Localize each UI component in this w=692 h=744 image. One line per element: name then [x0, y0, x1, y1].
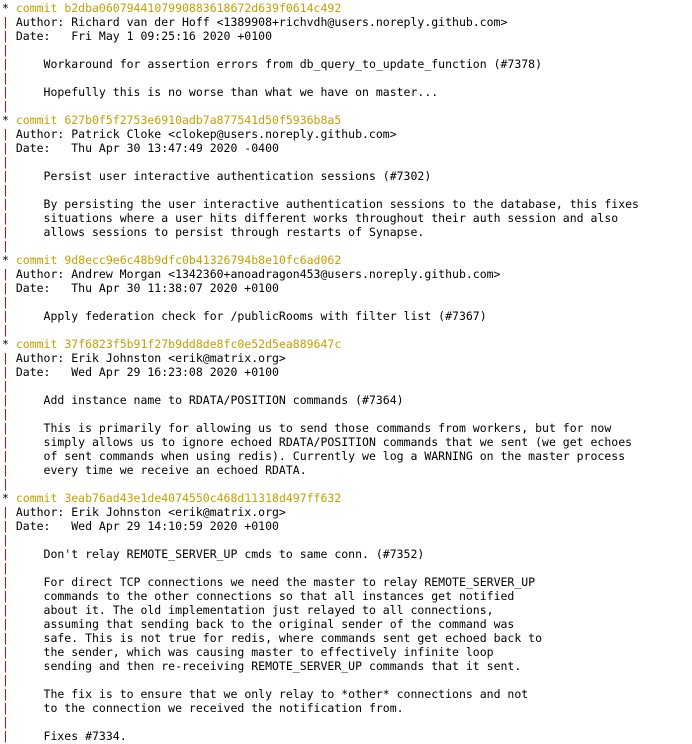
log-line: [2, 211, 692, 225]
graph-pipe-icon: |: [2, 351, 9, 365]
date-label: Date:: [15, 29, 51, 43]
author-value: Andrew Morgan <1342360+anoadragon453@users.noreply.github.com>: [71, 267, 501, 281]
commit-hash: 9d8ecc9e6c48b9dfc0b41326794b8e10fc6ad062: [64, 253, 342, 267]
log-line: [2, 631, 692, 645]
log-line: [2, 183, 692, 197]
author-value: Erik Johnston <erik@matrix.org>: [71, 351, 286, 365]
commit-hash: b2dba0607944107990883618672d639f0614c492: [64, 1, 342, 15]
log-line: [2, 281, 692, 295]
graph-pipe-icon: |: [2, 99, 9, 113]
message-line: sending and then re-receiving REMOTE_SERVER_UP commands that it sent.: [43, 659, 522, 673]
graph-pipe-icon: |: [2, 379, 9, 393]
log-line: [2, 393, 692, 407]
date-label: Date:: [15, 281, 51, 295]
log-line: [2, 85, 692, 99]
log-line: [2, 533, 692, 547]
graph-pipe-icon: |: [2, 393, 9, 407]
log-line: [2, 379, 692, 393]
date-value: Fri May 1 09:25:16 2020 +0100: [71, 29, 273, 43]
log-line: [2, 463, 692, 477]
commit-label: commit: [15, 337, 58, 351]
message-line: Hopefully this is no worse than what we have on master...: [43, 85, 439, 99]
log-line: [2, 659, 692, 673]
graph-pipe-icon: |: [2, 29, 9, 43]
commit-line: [16, 113, 341, 127]
graph-pipe-icon: |: [2, 407, 9, 421]
graph-pipe-icon: |: [2, 519, 9, 533]
commit-marker-icon: *: [2, 253, 9, 267]
graph-pipe-icon: |: [2, 225, 9, 239]
author-label: Author:: [15, 15, 65, 29]
commit-line: [16, 1, 341, 15]
commit-label: commit: [15, 113, 58, 127]
log-line: [2, 43, 692, 57]
graph-pipe-icon: |: [2, 155, 9, 169]
graph-pipe-icon: |: [2, 533, 9, 547]
log-line: [2, 575, 692, 589]
log-line: [2, 267, 692, 281]
log-line: [2, 127, 692, 141]
graph-pipe-icon: |: [2, 183, 9, 197]
log-line: [2, 477, 692, 491]
log-line: [2, 421, 692, 435]
graph-pipe-icon: |: [2, 85, 9, 99]
commit-marker-icon: *: [2, 337, 9, 351]
date-value: Thu Apr 30 13:47:49 2020 -0400: [71, 141, 279, 155]
author-value: Richard van der Hoff <1389908+richvdh@users.noreply.github.com>: [71, 15, 508, 29]
log-line: [2, 547, 692, 561]
date-label: Date:: [15, 365, 51, 379]
log-line: [2, 365, 692, 379]
log-line: [2, 239, 692, 253]
log-line: [2, 29, 692, 43]
graph-pipe-icon: |: [2, 477, 9, 491]
message-line: safe. This is not true for redis, where commands sent get echoed back to: [43, 631, 543, 645]
message-line: For direct TCP connections we need the master to relay REMOTE_SERVER_UP: [43, 575, 536, 589]
graph-pipe-icon: |: [2, 197, 9, 211]
message-line: commands to the other connections so that all instances get notified: [43, 589, 515, 603]
graph-pipe-icon: |: [2, 421, 9, 435]
commit-line: [16, 337, 341, 351]
message-line: Don't relay REMOTE_SERVER_UP cmds to same conn. (#7352): [43, 547, 425, 561]
graph-pipe-icon: |: [2, 141, 9, 155]
log-line: [2, 491, 692, 505]
message-line: assuming that sending back to the original sender of the command was: [43, 617, 515, 631]
graph-pipe-icon: |: [2, 575, 9, 589]
log-line: [2, 407, 692, 421]
log-line: [2, 295, 692, 309]
log-line: [2, 701, 692, 715]
log-line: [2, 169, 692, 183]
log-line: [2, 715, 692, 729]
log-line: [2, 155, 692, 169]
message-line: Workaround for assertion errors from db_query_to_update_function (#7378): [43, 57, 543, 71]
log-line: [2, 253, 692, 267]
graph-pipe-icon: |: [2, 729, 9, 743]
log-line: [2, 113, 692, 127]
date-label: Date:: [15, 141, 51, 155]
message-line: allows sessions to persist through restarts of Synapse.: [43, 225, 425, 239]
message-line: By persisting the user interactive authentication sessions to the database, this fixes: [43, 197, 639, 211]
log-line: [2, 645, 692, 659]
git-log: [2, 1, 692, 743]
graph-pipe-icon: |: [2, 169, 9, 183]
commit-label: commit: [15, 253, 58, 267]
graph-pipe-icon: |: [2, 211, 9, 225]
graph-pipe-icon: |: [2, 365, 9, 379]
graph-pipe-icon: |: [2, 463, 9, 477]
log-line: [2, 603, 692, 617]
message-line: This is primarily for allowing us to send those commands from workers, but for now: [43, 421, 612, 435]
log-line: [2, 589, 692, 603]
graph-pipe-icon: |: [2, 281, 9, 295]
date-value: Wed Apr 29 14:10:59 2020 +0100: [71, 519, 279, 533]
graph-pipe-icon: |: [2, 57, 9, 71]
author-label: Author:: [15, 267, 65, 281]
message-line: the sender, which was causing master to effectively infinite loop: [43, 645, 494, 659]
message-line: Add instance name to RDATA/POSITION commands (#7364): [43, 393, 404, 407]
message-line: every time we receive an echoed RDATA.: [43, 463, 307, 477]
graph-pipe-icon: |: [2, 687, 9, 701]
commit-hash: 37f6823f5b91f27b9dd8de8fc0e52d5ea889647c: [64, 337, 342, 351]
author-label: Author:: [15, 127, 65, 141]
commit-hash: 627b0f5f2753e6910adb7a877541d50f5936b8a5: [64, 113, 342, 127]
log-line: [2, 561, 692, 575]
graph-pipe-icon: |: [2, 295, 9, 309]
graph-pipe-icon: |: [2, 15, 9, 29]
author-value: Erik Johnston <erik@matrix.org>: [71, 505, 286, 519]
author-label: Author:: [15, 351, 65, 365]
log-line: [2, 729, 692, 743]
graph-pipe-icon: |: [2, 659, 9, 673]
log-line: [2, 673, 692, 687]
commit-line: [16, 253, 341, 267]
log-line: [2, 15, 692, 29]
log-line: [2, 519, 692, 533]
log-line: [2, 57, 692, 71]
log-line: [2, 309, 692, 323]
graph-pipe-icon: |: [2, 715, 9, 729]
graph-pipe-icon: |: [2, 267, 9, 281]
log-line: [2, 323, 692, 337]
message-line: Apply federation check for /publicRooms with filter list (#7367): [43, 309, 487, 323]
graph-pipe-icon: |: [2, 239, 9, 253]
message-line: to the connection we received the notification from.: [43, 701, 404, 715]
log-line: [2, 505, 692, 519]
message-line: simply allows us to ignore echoed RDATA/POSITION commands that we sent (we get echoes: [43, 435, 633, 449]
commit-marker-icon: *: [2, 1, 9, 15]
message-line: of sent commands when using redis). Currently we log a WARNING on the master process: [43, 449, 626, 463]
date-value: Thu Apr 30 11:38:07 2020 +0100: [71, 281, 279, 295]
message-line: situations where a user hits different works throughout their auth session and also: [43, 211, 619, 225]
log-line: [2, 687, 692, 701]
log-line: [2, 99, 692, 113]
author-value: Patrick Cloke <clokep@users.noreply.github.com>: [71, 127, 397, 141]
message-line: The fix is to ensure that we only relay to *other* connections and not: [43, 687, 529, 701]
graph-pipe-icon: |: [2, 127, 9, 141]
commit-hash: 3eab76ad43e1de4074550c468d11318d497ff632: [64, 491, 342, 505]
log-line: [2, 351, 692, 365]
commit-line: [16, 491, 341, 505]
commit-label: commit: [15, 1, 58, 15]
graph-pipe-icon: |: [2, 309, 9, 323]
author-label: Author:: [15, 505, 65, 519]
graph-pipe-icon: |: [2, 701, 9, 715]
graph-pipe-icon: |: [2, 323, 9, 337]
message-line: Persist user interactive authentication sessions (#7302): [43, 169, 432, 183]
graph-pipe-icon: |: [2, 561, 9, 575]
date-label: Date:: [15, 519, 51, 533]
graph-pipe-icon: |: [2, 631, 9, 645]
commit-marker-icon: *: [2, 491, 9, 505]
commit-marker-icon: *: [2, 113, 9, 127]
message-line: about it. The old implementation just relayed to all connections,: [43, 603, 494, 617]
graph-pipe-icon: |: [2, 43, 9, 57]
log-line: [2, 1, 692, 15]
log-line: [2, 449, 692, 463]
graph-pipe-icon: |: [2, 603, 9, 617]
graph-pipe-icon: |: [2, 673, 9, 687]
message-line: Fixes #7334.: [43, 729, 127, 743]
graph-pipe-icon: |: [2, 449, 9, 463]
log-line: [2, 71, 692, 85]
log-line: [2, 197, 692, 211]
log-line: [2, 141, 692, 155]
graph-pipe-icon: |: [2, 505, 9, 519]
log-line: [2, 225, 692, 239]
graph-pipe-icon: |: [2, 547, 9, 561]
commit-label: commit: [15, 491, 58, 505]
graph-pipe-icon: |: [2, 617, 9, 631]
graph-pipe-icon: |: [2, 645, 9, 659]
graph-pipe-icon: |: [2, 589, 9, 603]
log-line: [2, 617, 692, 631]
log-line: [2, 337, 692, 351]
graph-pipe-icon: |: [2, 71, 9, 85]
log-line: [2, 435, 692, 449]
graph-pipe-icon: |: [2, 435, 9, 449]
date-value: Wed Apr 29 16:23:08 2020 +0100: [71, 365, 279, 379]
